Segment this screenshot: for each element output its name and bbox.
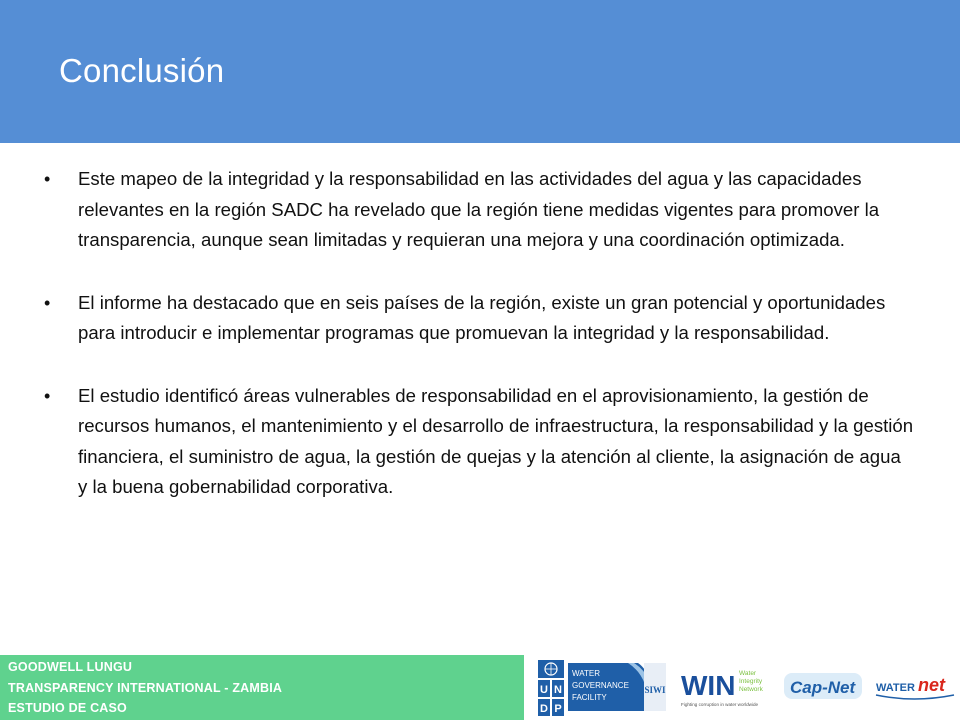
- win-text: WIN: [681, 670, 736, 701]
- bullet-text: El informe ha destacado que en seis países de la región, existe un gran potencial y oportunidades para introducir e implementar programas que promuevan la integridad y la responsabilidad.: [78, 291, 886, 343]
- waternet-logo: [874, 667, 958, 707]
- wgf-line: WATER: [572, 669, 600, 678]
- win-tag: Integrity: [739, 678, 763, 685]
- undp-letter: D: [540, 703, 548, 715]
- siwi-text: SIWI: [644, 685, 666, 695]
- partner-logos: [524, 655, 960, 720]
- bullet-icon: •: [44, 292, 51, 313]
- footer-credit-band: [0, 655, 524, 720]
- bullet-text: El estudio identificó áreas vulnerables de responsabilidad en el aprovisionamiento, la gestión de recursos humanos, el mantenimiento y el desarrollo de infraestructura, la responsabilidad y la gestión financiera, el suministro de agua, la gestión de quejas y la atención al cliente, la asignación de agua y la buena gobernabilidad corporativa.: [78, 384, 914, 497]
- undp-logo: [538, 660, 564, 716]
- cap-net-text: Cap-Net: [790, 678, 856, 697]
- wgf-line: GOVERNANCE: [572, 681, 629, 690]
- waternet-text: WATER: [876, 682, 915, 694]
- bullet-item: [44, 164, 914, 256]
- footer-author: GOODWELL LUNGU: [8, 660, 133, 674]
- cap-net-logo: [784, 669, 864, 705]
- bullet-item: [44, 288, 914, 349]
- bullet-text: Este mapeo de la integridad y la responsabilidad en las actividades del agua y las capacidades relevantes en la región SADC ha revelado que la región tiene medidas vigentes para promover la transparencia, aunque sean limitadas y requieran una mejora y una coordinación optimizada.: [78, 168, 880, 250]
- bullet-icon: •: [44, 169, 51, 189]
- undp-letter: P: [554, 703, 562, 715]
- waternet-net-text: net: [918, 675, 945, 695]
- bullet-list: [44, 164, 914, 535]
- siwi-logo: [644, 663, 666, 711]
- bullet-item: [44, 381, 914, 503]
- win-subtitle: Fighting corruption in water worldwide: [681, 702, 759, 707]
- win-logo: [681, 665, 771, 709]
- footer-organization: TRANSPARENCY INTERNATIONAL - ZAMBIA: [8, 681, 283, 695]
- footer-label: ESTUDIO DE CASO: [8, 701, 127, 715]
- win-tag: Network: [739, 686, 763, 693]
- slide-title: Conclusión: [59, 52, 225, 89]
- undp-letter: N: [554, 684, 562, 696]
- bullet-icon: •: [44, 385, 51, 406]
- win-tag: Water: [739, 670, 757, 677]
- wgf-line: FACILITY: [572, 693, 607, 702]
- undp-letter: U: [540, 684, 548, 696]
